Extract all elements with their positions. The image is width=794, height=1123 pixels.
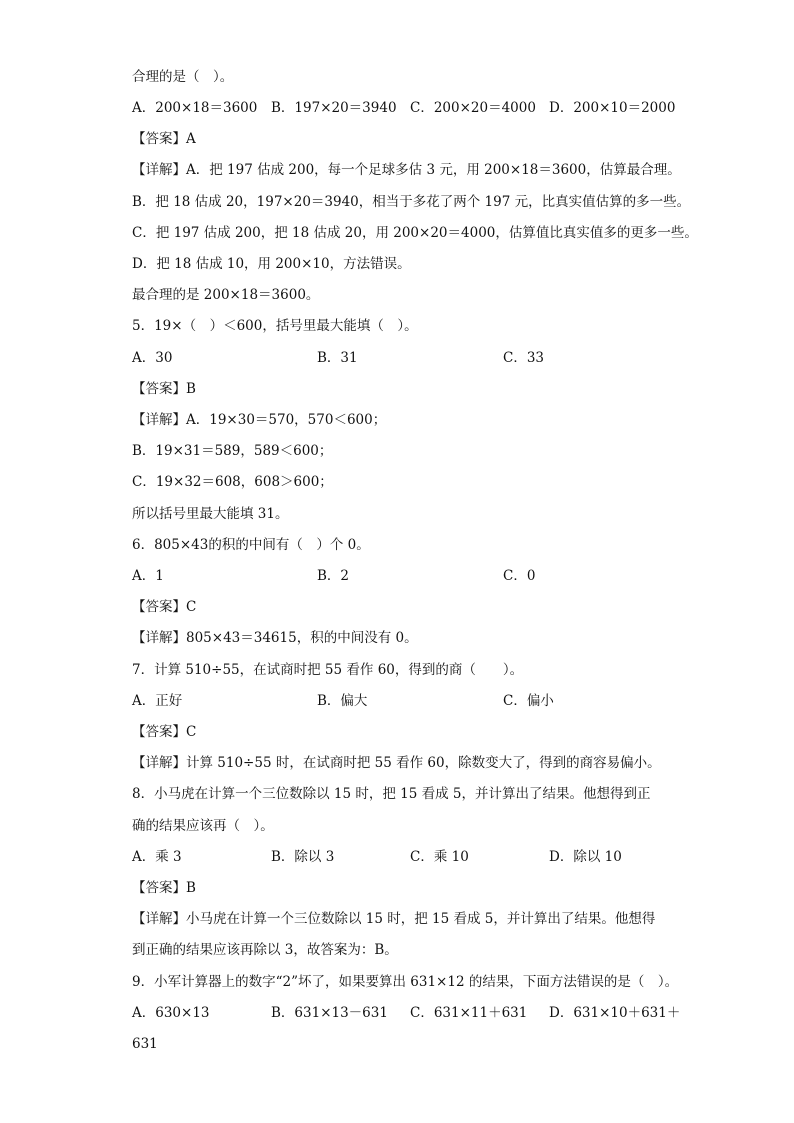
question-8-stem-line-1: 8．小马虎在计算一个三位数除以 15 时，把 15 看成 5，并计算出了结果。他想得到正	[132, 786, 651, 802]
option-a: A．正好	[132, 693, 183, 709]
option-c: C．偏小	[503, 693, 554, 709]
option-c: C．33	[503, 350, 545, 366]
option-d: D．631×10＋631＋	[549, 1005, 681, 1021]
option-b: B．偏大	[317, 693, 368, 709]
explanation-7: 【详解】计算 510÷55 时，在试商时把 55 看作 60，除数变大了，得到的商容易偏小。	[132, 755, 661, 771]
option-b: B．631×13－631	[271, 1005, 388, 1021]
option-d: D．200×10＝2000	[549, 100, 676, 116]
answer-6: 【答案】C	[132, 599, 197, 615]
question-9-stem: 9．小军计算器上的数字“2”坏了，如果要算出 631×12 的结果，下面方法错误的是（ ）。	[132, 974, 679, 990]
answer-4: 【答案】A	[132, 131, 196, 147]
option-c: C．0	[503, 568, 536, 584]
option-a: A．200×18＝3600	[132, 100, 258, 116]
question-4-stem-tail: 合理的是（ ）。	[132, 69, 234, 85]
answer-5: 【答案】B	[132, 381, 196, 397]
explanation-4-conclusion: 最合理的是 200×18＝3600。	[132, 287, 320, 303]
explanation-5-conclusion: 所以括号里最大能填 31。	[132, 506, 289, 522]
question-5-stem: 5．19×（ ）＜600，括号里最大能填（ ）。	[132, 318, 418, 334]
option-a: A．630×13	[132, 1005, 210, 1021]
explanation-5-line-1: 【详解】A．19×30＝570，570＜600；	[132, 412, 387, 428]
question-7-stem: 7．计算 510÷55，在试商时把 55 看作 60，得到的商（ ）。	[132, 662, 524, 678]
explanation-4-line-1: 【详解】A．把 197 估成 200，每一个足球多估 3 元，用 200×18＝3600，估算最合理。	[132, 162, 681, 178]
question-6-stem: 6．805×43的积的中间有（ ）个 0。	[132, 537, 370, 553]
option-c: C．乘 10	[410, 849, 469, 865]
option-b: B．除以 3	[271, 849, 335, 865]
option-a: A．1	[132, 568, 164, 584]
explanation-4-line-3: C．把 197 估成 200，把 18 估成 20，用 200×20＝4000，估算值比真实值多的更多一些。	[132, 225, 698, 241]
explanation-5-line-2: B．19×31＝589，589＜600；	[132, 443, 333, 459]
option-b: B．31	[317, 350, 358, 366]
option-b: B．2	[317, 568, 350, 584]
explanation-6: 【详解】805×43＝34615，积的中间没有 0。	[132, 630, 418, 646]
question-8-stem-line-2: 确的结果应该再（ ）。	[132, 818, 274, 834]
option-a: A．乘 3	[132, 849, 182, 865]
question-9-option-d-continued: 631	[132, 1036, 158, 1052]
option-b: B．197×20＝3940	[271, 100, 397, 116]
option-c: C．200×20＝4000	[410, 100, 536, 116]
answer-8: 【答案】B	[132, 880, 196, 896]
option-d: D．除以 10	[549, 849, 622, 865]
explanation-5-line-3: C．19×32＝608，608＞600；	[132, 474, 333, 490]
explanation-8-line-2: 到正确的结果应该再除以 3，故答案为：B。	[132, 942, 398, 958]
explanation-4-line-4: D．把 18 估成 10，用 200×10，方法错误。	[132, 256, 411, 272]
answer-7: 【答案】C	[132, 724, 197, 740]
explanation-8-line-1: 【详解】小马虎在计算一个三位数除以 15 时，把 15 看成 5，并计算出了结果。他想得	[132, 911, 656, 927]
option-c: C．631×11＋631	[410, 1005, 528, 1021]
option-a: A．30	[132, 350, 173, 366]
explanation-4-line-2: B．把 18 估成 20，197×20＝3940，相当于多花了两个 197 元，比真实值估算的多一些。	[132, 194, 691, 210]
